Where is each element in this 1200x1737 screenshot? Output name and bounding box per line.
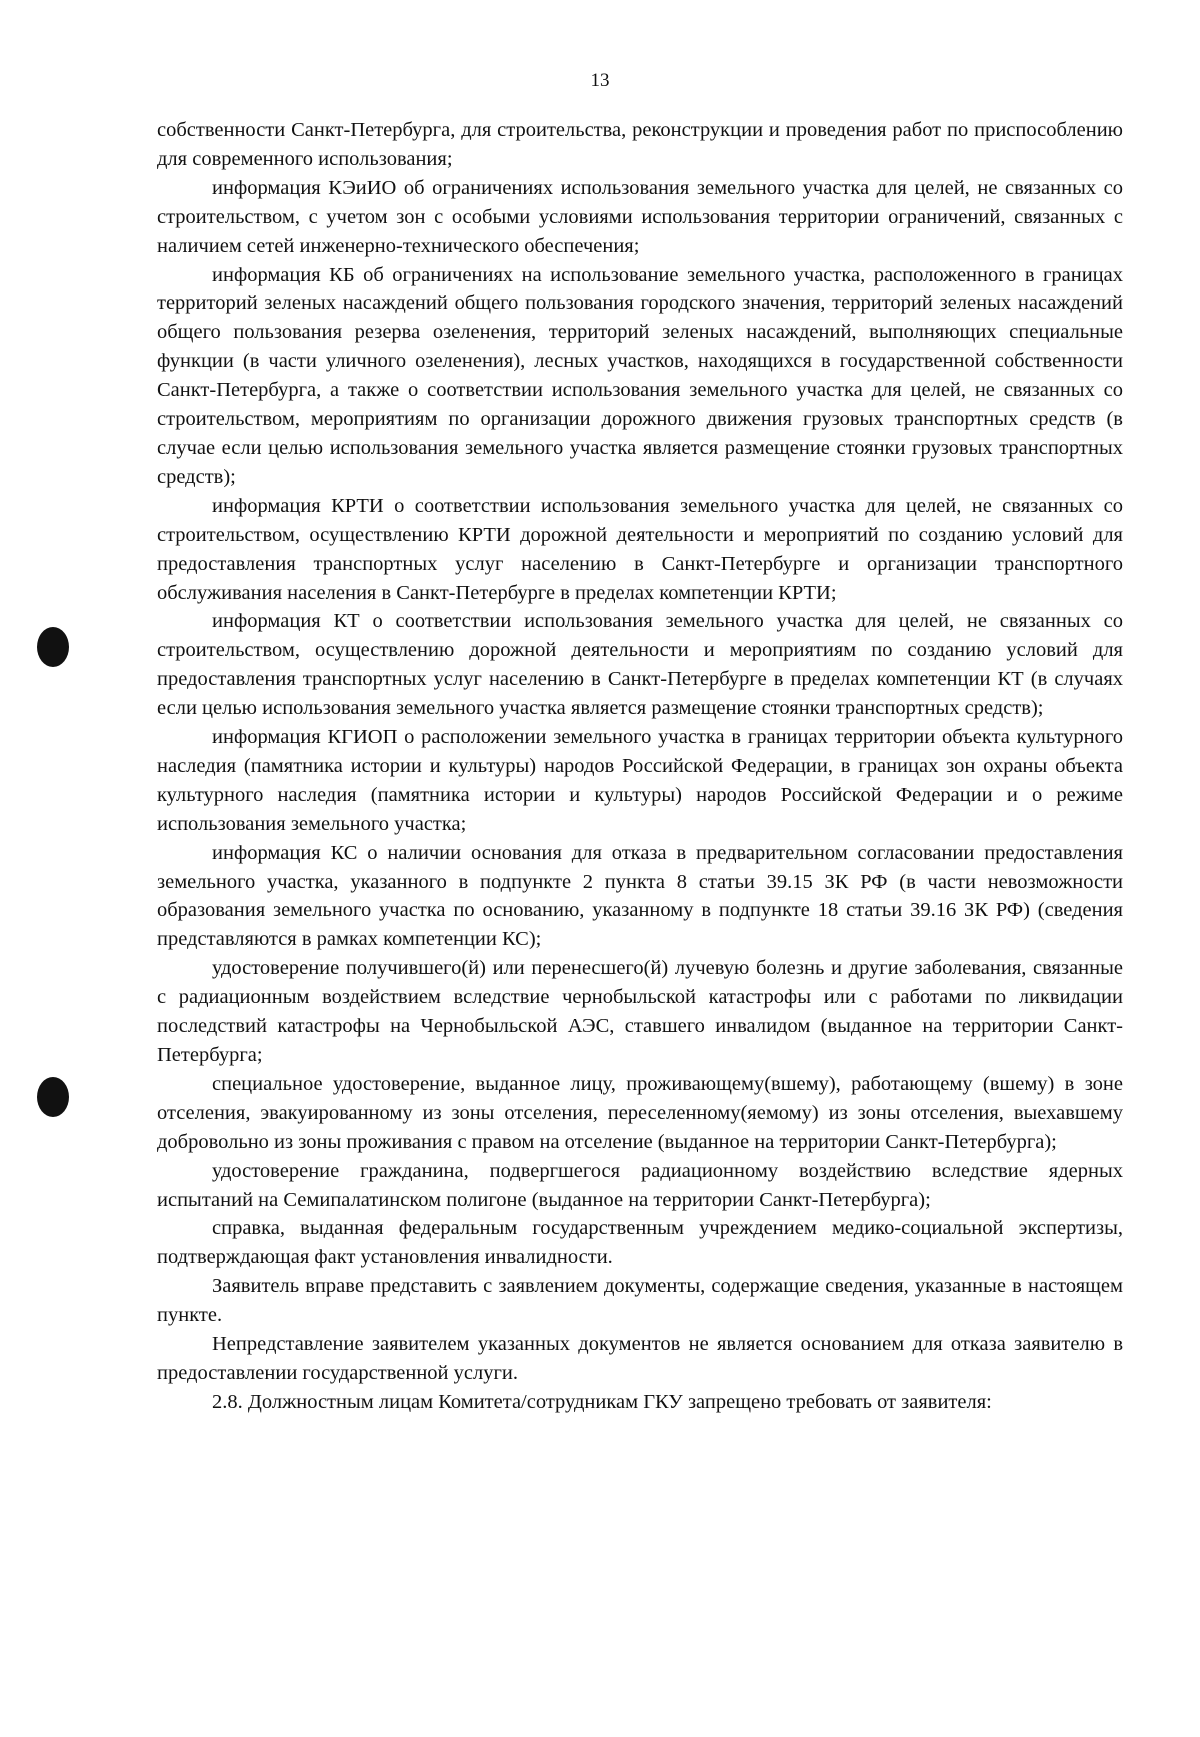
paragraph: информация КЭиИО об ограничениях использования земельного участка для целей, не связанных со строительством, с учетом зон с особыми условиями использования территории ограничений, связанных с наличием сетей инженерно-технического обеспечения; [157,176,1123,257]
document-body [157,116,1123,1417]
paragraph: информация КГИОП о расположении земельного участка в границах территории объекта культурного наследия (памятника истории и культуры) народов Российской Федерации, в границах зон охраны объекта культурного наследия (памятника истории и культуры) народов Российской Федерации и о режиме использования земельного участка; [157,726,1123,835]
punch-hole-mark [37,1077,69,1117]
paragraph: 2.8. Должностным лицам Комитета/сотрудникам ГКУ запрещено требовать от заявителя: [212,1390,992,1413]
paragraph: удостоверение гражданина, подвергшегося радиационному воздействию вследствие ядерных испытаний на Семипалатинском полигоне (выданное на территории Санкт-Петербурга); [157,1159,1123,1211]
paragraph: информация КБ об ограничениях на использование земельного участка, расположенного в границах территорий зеленых насаждений общего пользования городского значения, территорий зеленых насаждений общего пользования резерва озеленения, территорий зеленых насаждений, выполняющих специальные функции (в части уличного озеленения), лесных участков, находящихся в государственной собственности Санкт-Петербурга, а также о соответствии использования земельного участка для целей, не связанных со строительством, мероприятиям по организации дорожного движения грузовых транспортных средств (в случае если целью использования земельного участка является размещение стоянки грузовых транспортных средств); [157,263,1123,488]
paragraph: Непредставление заявителем указанных документов не является основанием для отказа заявителю в предоставлении государственной услуги. [157,1333,1123,1384]
punch-hole-mark [37,627,69,667]
page-number: 13 [590,70,610,91]
paragraph: специальное удостоверение, выданное лицу, проживающему(вшему), работающему (вшему) в зоне отселения, эвакуированному из зоны отселения, переселенному(яемому) из зоны отселения, выехавшему добровольно из зоны проживания с правом на отселение (выданное на территории Санкт-Петербурга); [157,1072,1123,1153]
paragraph: Заявитель вправе представить с заявлением документы, содержащие сведения, указанные в настоящем пункте. [157,1275,1123,1327]
paragraph: удостоверение получившего(й) или перенесшего(й) лучевую болезнь и другие заболевания, связанные с радиационным воздействием вследствие чернобыльской катастрофы или с работами по ликвидации последствий катастрофы на Чернобыльской АЭС, ставшего инвалидом (выданное на территории Санкт-Петербурга; [157,957,1123,1066]
paragraph: собственности Санкт-Петербурга, для строительства, реконструкции и проведения работ по приспособлению для современного использования; [157,119,1123,170]
paragraph: информация КТ о соответствии использования земельного участка для целей, не связанных со строительством, осуществлению дорожной деятельности и мероприятиям по созданию условий для предоставления транспортных услуг населению в Санкт-Петербурге в пределах компетенции КТ (в случаях если целью использования земельного участка является размещение стоянки транспортных средств); [157,610,1123,720]
paragraph: информация КРТИ о соответствии использования земельного участка для целей, не связанных со строительством, осуществлению КРТИ дорожной деятельности и мероприятий по созданию условий для предоставления транспортных услуг населению в Санкт-Петербурге и организации транспортного обслуживания населения в Санкт-Петербурге в пределах компетенции КРТИ; [157,494,1123,604]
paragraph: справка, выданная федеральным государственным учреждением медико-социальной экспертизы, подтверждающая факт установления инвалидности. [157,1217,1123,1269]
paragraph: информация КС о наличии основания для отказа в предварительном согласовании предоставления земельного участка, указанного в подпункте 2 пункта 8 статьи 39.15 ЗК РФ (в части невозможности образования земельного участка по основанию, указанному в подпункте 18 статьи 39.16 ЗК РФ) (сведения представляются в рамках компетенции КС); [157,841,1123,951]
